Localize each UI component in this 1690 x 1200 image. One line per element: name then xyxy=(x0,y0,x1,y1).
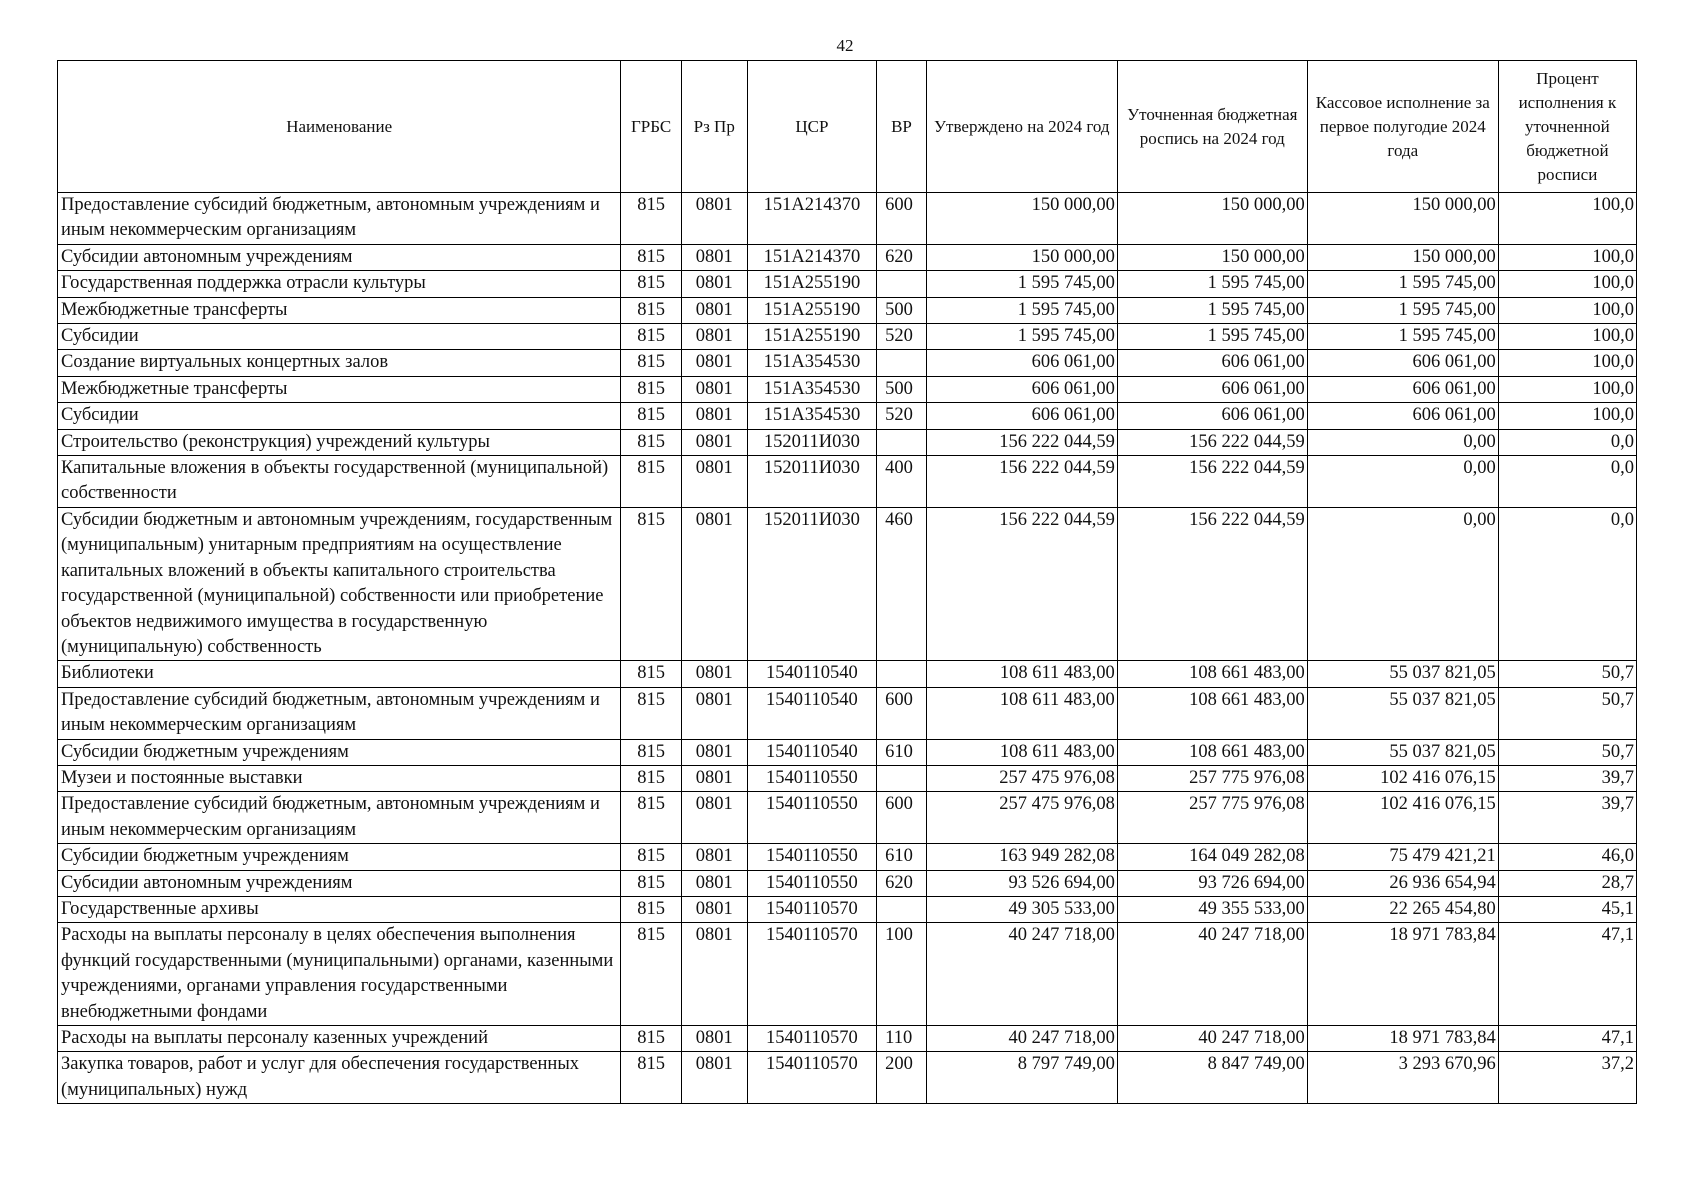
table-row xyxy=(58,297,1637,323)
table-row xyxy=(58,403,1637,429)
cell-revised: 156 222 044,59 xyxy=(1117,507,1307,660)
cell-rzpr: 0801 xyxy=(681,376,747,402)
cell-rzpr: 0801 xyxy=(681,844,747,870)
cell-cash: 75 479 421,21 xyxy=(1307,844,1498,870)
cell-rzpr: 0801 xyxy=(681,792,747,844)
cell-rzpr: 0801 xyxy=(681,870,747,896)
cell-approved: 108 611 483,00 xyxy=(926,687,1117,739)
cell-vr: 100 xyxy=(877,923,927,1026)
cell-name: Межбюджетные трансферты xyxy=(58,376,621,402)
table-row xyxy=(58,193,1637,245)
cell-name: Библиотеки xyxy=(58,661,621,687)
cell-csr: 151A255190 xyxy=(747,297,877,323)
table-row xyxy=(58,376,1637,402)
cell-rzpr: 0801 xyxy=(681,456,747,508)
cell-rzpr: 0801 xyxy=(681,661,747,687)
cell-name: Субсидии xyxy=(58,324,621,350)
cell-csr: 1540110550 xyxy=(747,765,877,791)
cell-csr: 151A214370 xyxy=(747,193,877,245)
cell-percent: 50,7 xyxy=(1498,661,1636,687)
cell-name: Субсидии бюджетным учреждениям xyxy=(58,739,621,765)
cell-name: Расходы на выплаты персоналу в целях обеспечения выполнения функций государственными (муниципальными) органами, казенными учреждениями, органами управления государственными внебюджетными фондами xyxy=(58,923,621,1026)
table-row xyxy=(58,324,1637,350)
cell-approved: 1 595 745,00 xyxy=(926,297,1117,323)
cell-cash: 55 037 821,05 xyxy=(1307,739,1498,765)
header-rzpr: Рз Пр xyxy=(681,61,747,193)
cell-name: Предоставление субсидий бюджетным, автономным учреждениям и иным некоммерческим организациям xyxy=(58,193,621,245)
cell-vr: 520 xyxy=(877,324,927,350)
cell-cash: 150 000,00 xyxy=(1307,244,1498,270)
cell-revised: 40 247 718,00 xyxy=(1117,1026,1307,1052)
cell-vr: 600 xyxy=(877,792,927,844)
cell-grbs: 815 xyxy=(621,661,681,687)
cell-grbs: 815 xyxy=(621,376,681,402)
cell-csr: 1540110570 xyxy=(747,1026,877,1052)
cell-cash: 0,00 xyxy=(1307,429,1498,455)
cell-grbs: 815 xyxy=(621,429,681,455)
cell-revised: 257 775 976,08 xyxy=(1117,792,1307,844)
table-row xyxy=(58,1026,1637,1052)
cell-cash: 22 265 454,80 xyxy=(1307,896,1498,922)
cell-approved: 8 797 749,00 xyxy=(926,1052,1117,1104)
cell-csr: 151A354530 xyxy=(747,376,877,402)
cell-revised: 164 049 282,08 xyxy=(1117,844,1307,870)
cell-grbs: 815 xyxy=(621,896,681,922)
cell-vr: 600 xyxy=(877,687,927,739)
cell-approved: 156 222 044,59 xyxy=(926,507,1117,660)
cell-vr xyxy=(877,271,927,297)
cell-revised: 108 661 483,00 xyxy=(1117,687,1307,739)
cell-rzpr: 0801 xyxy=(681,507,747,660)
cell-revised: 1 595 745,00 xyxy=(1117,271,1307,297)
cell-name: Музеи и постоянные выставки xyxy=(58,765,621,791)
cell-grbs: 815 xyxy=(621,403,681,429)
cell-grbs: 815 xyxy=(621,844,681,870)
cell-revised: 1 595 745,00 xyxy=(1117,297,1307,323)
cell-revised: 40 247 718,00 xyxy=(1117,923,1307,1026)
table-row xyxy=(58,765,1637,791)
cell-vr: 200 xyxy=(877,1052,927,1104)
cell-vr: 520 xyxy=(877,403,927,429)
cell-grbs: 815 xyxy=(621,870,681,896)
cell-csr: 1540110540 xyxy=(747,661,877,687)
cell-csr: 151A255190 xyxy=(747,324,877,350)
cell-csr: 1540110550 xyxy=(747,870,877,896)
cell-approved: 1 595 745,00 xyxy=(926,324,1117,350)
header-csr: ЦСР xyxy=(747,61,877,193)
cell-approved: 150 000,00 xyxy=(926,193,1117,245)
cell-cash: 55 037 821,05 xyxy=(1307,687,1498,739)
cell-approved: 163 949 282,08 xyxy=(926,844,1117,870)
header-row xyxy=(58,61,1637,193)
header-percent: Процент исполнения к уточненной бюджетной росписи xyxy=(1498,61,1636,193)
cell-cash: 18 971 783,84 xyxy=(1307,1026,1498,1052)
cell-percent: 0,0 xyxy=(1498,429,1636,455)
header-name: Наименование xyxy=(58,61,621,193)
cell-percent: 50,7 xyxy=(1498,687,1636,739)
cell-revised: 49 355 533,00 xyxy=(1117,896,1307,922)
cell-csr: 151A354530 xyxy=(747,350,877,376)
cell-revised: 93 726 694,00 xyxy=(1117,870,1307,896)
cell-revised: 606 061,00 xyxy=(1117,350,1307,376)
cell-csr: 151A255190 xyxy=(747,271,877,297)
cell-vr xyxy=(877,896,927,922)
cell-grbs: 815 xyxy=(621,324,681,350)
cell-revised: 8 847 749,00 xyxy=(1117,1052,1307,1104)
cell-name: Субсидии xyxy=(58,403,621,429)
cell-approved: 606 061,00 xyxy=(926,403,1117,429)
cell-cash: 3 293 670,96 xyxy=(1307,1052,1498,1104)
cell-percent: 100,0 xyxy=(1498,244,1636,270)
table-row xyxy=(58,244,1637,270)
cell-name: Субсидии бюджетным учреждениям xyxy=(58,844,621,870)
cell-revised: 156 222 044,59 xyxy=(1117,429,1307,455)
cell-name: Субсидии автономным учреждениям xyxy=(58,870,621,896)
cell-cash: 55 037 821,05 xyxy=(1307,661,1498,687)
budget-table xyxy=(57,60,1637,1104)
cell-percent: 47,1 xyxy=(1498,1026,1636,1052)
cell-cash: 0,00 xyxy=(1307,507,1498,660)
cell-rzpr: 0801 xyxy=(681,1052,747,1104)
cell-revised: 150 000,00 xyxy=(1117,193,1307,245)
cell-vr: 110 xyxy=(877,1026,927,1052)
cell-approved: 150 000,00 xyxy=(926,244,1117,270)
cell-csr: 1540110570 xyxy=(747,923,877,1026)
cell-vr: 620 xyxy=(877,244,927,270)
cell-csr: 1540110540 xyxy=(747,739,877,765)
cell-cash: 606 061,00 xyxy=(1307,376,1498,402)
cell-grbs: 815 xyxy=(621,507,681,660)
cell-vr xyxy=(877,350,927,376)
cell-approved: 40 247 718,00 xyxy=(926,1026,1117,1052)
cell-name: Субсидии бюджетным и автономным учреждениям, государственным (муниципальным) унитарным предприятиям на осуществление капитальных вложений в объекты капитального строительства государственной (муниципальной) собственности или приобретение объектов недвижимого имущества в государственную (муниципальную) собственность xyxy=(58,507,621,660)
cell-vr: 500 xyxy=(877,376,927,402)
cell-grbs: 815 xyxy=(621,1026,681,1052)
cell-revised: 150 000,00 xyxy=(1117,244,1307,270)
cell-cash: 1 595 745,00 xyxy=(1307,297,1498,323)
cell-cash: 18 971 783,84 xyxy=(1307,923,1498,1026)
cell-csr: 151A354530 xyxy=(747,403,877,429)
cell-approved: 156 222 044,59 xyxy=(926,429,1117,455)
cell-approved: 257 475 976,08 xyxy=(926,792,1117,844)
cell-vr: 400 xyxy=(877,456,927,508)
table-row xyxy=(58,507,1637,660)
cell-approved: 40 247 718,00 xyxy=(926,923,1117,1026)
cell-rzpr: 0801 xyxy=(681,429,747,455)
cell-name: Строительство (реконструкция) учреждений культуры xyxy=(58,429,621,455)
cell-csr: 1540110570 xyxy=(747,1052,877,1104)
cell-percent: 100,0 xyxy=(1498,297,1636,323)
cell-approved: 1 595 745,00 xyxy=(926,271,1117,297)
cell-rzpr: 0801 xyxy=(681,324,747,350)
cell-grbs: 815 xyxy=(621,923,681,1026)
cell-grbs: 815 xyxy=(621,765,681,791)
cell-cash: 150 000,00 xyxy=(1307,193,1498,245)
cell-approved: 49 305 533,00 xyxy=(926,896,1117,922)
cell-rzpr: 0801 xyxy=(681,350,747,376)
cell-name: Создание виртуальных концертных залов xyxy=(58,350,621,376)
cell-revised: 156 222 044,59 xyxy=(1117,456,1307,508)
table-row xyxy=(58,923,1637,1026)
table-row xyxy=(58,844,1637,870)
cell-rzpr: 0801 xyxy=(681,403,747,429)
cell-vr: 620 xyxy=(877,870,927,896)
cell-name: Предоставление субсидий бюджетным, автономным учреждениям и иным некоммерческим организациям xyxy=(58,792,621,844)
cell-cash: 0,00 xyxy=(1307,456,1498,508)
header-revised: Уточненная бюджетная роспись на 2024 год xyxy=(1117,61,1307,193)
cell-approved: 108 611 483,00 xyxy=(926,661,1117,687)
cell-rzpr: 0801 xyxy=(681,923,747,1026)
cell-grbs: 815 xyxy=(621,739,681,765)
cell-grbs: 815 xyxy=(621,297,681,323)
cell-percent: 0,0 xyxy=(1498,456,1636,508)
cell-percent: 47,1 xyxy=(1498,923,1636,1026)
cell-approved: 606 061,00 xyxy=(926,350,1117,376)
table-row xyxy=(58,792,1637,844)
cell-rzpr: 0801 xyxy=(681,297,747,323)
cell-cash: 606 061,00 xyxy=(1307,403,1498,429)
cell-rzpr: 0801 xyxy=(681,765,747,791)
cell-rzpr: 0801 xyxy=(681,896,747,922)
cell-name: Субсидии автономным учреждениям xyxy=(58,244,621,270)
cell-percent: 100,0 xyxy=(1498,271,1636,297)
cell-approved: 257 475 976,08 xyxy=(926,765,1117,791)
cell-percent: 100,0 xyxy=(1498,193,1636,245)
header-cash: Кассовое исполнение за первое полугодие 2024 года xyxy=(1307,61,1498,193)
cell-percent: 39,7 xyxy=(1498,792,1636,844)
page-number: 42 xyxy=(836,36,854,55)
cell-grbs: 815 xyxy=(621,271,681,297)
cell-revised: 1 595 745,00 xyxy=(1117,324,1307,350)
table-row xyxy=(58,1052,1637,1104)
cell-rzpr: 0801 xyxy=(681,1026,747,1052)
table-row xyxy=(58,456,1637,508)
table-row xyxy=(58,429,1637,455)
cell-percent: 100,0 xyxy=(1498,376,1636,402)
cell-cash: 1 595 745,00 xyxy=(1307,271,1498,297)
cell-vr: 610 xyxy=(877,739,927,765)
cell-rzpr: 0801 xyxy=(681,193,747,245)
cell-percent: 28,7 xyxy=(1498,870,1636,896)
cell-csr: 1540110550 xyxy=(747,792,877,844)
cell-vr: 500 xyxy=(877,297,927,323)
table-body xyxy=(58,193,1637,1104)
cell-name: Межбюджетные трансферты xyxy=(58,297,621,323)
cell-cash: 1 595 745,00 xyxy=(1307,324,1498,350)
cell-percent: 100,0 xyxy=(1498,350,1636,376)
cell-name: Предоставление субсидий бюджетным, автономным учреждениям и иным некоммерческим организациям xyxy=(58,687,621,739)
cell-grbs: 815 xyxy=(621,1052,681,1104)
cell-grbs: 815 xyxy=(621,792,681,844)
cell-percent: 45,1 xyxy=(1498,896,1636,922)
cell-csr: 1540110570 xyxy=(747,896,877,922)
cell-name: Государственные архивы xyxy=(58,896,621,922)
cell-revised: 257 775 976,08 xyxy=(1117,765,1307,791)
cell-revised: 606 061,00 xyxy=(1117,403,1307,429)
cell-csr: 151A214370 xyxy=(747,244,877,270)
table-row xyxy=(58,687,1637,739)
cell-percent: 100,0 xyxy=(1498,324,1636,350)
header-vr: ВР xyxy=(877,61,927,193)
table-row xyxy=(58,350,1637,376)
table-row xyxy=(58,271,1637,297)
cell-approved: 156 222 044,59 xyxy=(926,456,1117,508)
cell-vr: 610 xyxy=(877,844,927,870)
cell-name: Капитальные вложения в объекты государственной (муниципальной) собственности xyxy=(58,456,621,508)
cell-csr: 152011И030 xyxy=(747,456,877,508)
cell-rzpr: 0801 xyxy=(681,687,747,739)
cell-rzpr: 0801 xyxy=(681,244,747,270)
header-approved: Утверждено на 2024 год xyxy=(926,61,1117,193)
cell-csr: 152011И030 xyxy=(747,429,877,455)
cell-revised: 108 661 483,00 xyxy=(1117,739,1307,765)
cell-percent: 100,0 xyxy=(1498,403,1636,429)
cell-approved: 108 611 483,00 xyxy=(926,739,1117,765)
cell-rzpr: 0801 xyxy=(681,271,747,297)
cell-percent: 46,0 xyxy=(1498,844,1636,870)
cell-csr: 1540110540 xyxy=(747,687,877,739)
cell-grbs: 815 xyxy=(621,456,681,508)
cell-grbs: 815 xyxy=(621,244,681,270)
header-grbs: ГРБС xyxy=(621,61,681,193)
cell-csr: 1540110550 xyxy=(747,844,877,870)
cell-revised: 606 061,00 xyxy=(1117,376,1307,402)
cell-revised: 108 661 483,00 xyxy=(1117,661,1307,687)
cell-cash: 26 936 654,94 xyxy=(1307,870,1498,896)
cell-approved: 93 526 694,00 xyxy=(926,870,1117,896)
cell-rzpr: 0801 xyxy=(681,739,747,765)
table-row xyxy=(58,661,1637,687)
cell-cash: 102 416 076,15 xyxy=(1307,765,1498,791)
cell-name: Государственная поддержка отрасли культуры xyxy=(58,271,621,297)
cell-percent: 39,7 xyxy=(1498,765,1636,791)
cell-percent: 0,0 xyxy=(1498,507,1636,660)
cell-grbs: 815 xyxy=(621,687,681,739)
cell-approved: 606 061,00 xyxy=(926,376,1117,402)
cell-percent: 37,2 xyxy=(1498,1052,1636,1104)
cell-vr: 600 xyxy=(877,193,927,245)
cell-grbs: 815 xyxy=(621,350,681,376)
cell-grbs: 815 xyxy=(621,193,681,245)
cell-name: Расходы на выплаты персоналу казенных учреждений xyxy=(58,1026,621,1052)
cell-name: Закупка товаров, работ и услуг для обеспечения государственных (муниципальных) нужд xyxy=(58,1052,621,1104)
table-row xyxy=(58,896,1637,922)
cell-vr xyxy=(877,765,927,791)
cell-cash: 102 416 076,15 xyxy=(1307,792,1498,844)
cell-vr xyxy=(877,429,927,455)
cell-vr xyxy=(877,661,927,687)
cell-vr: 460 xyxy=(877,507,927,660)
cell-cash: 606 061,00 xyxy=(1307,350,1498,376)
cell-csr: 152011И030 xyxy=(747,507,877,660)
table-row xyxy=(58,739,1637,765)
table-row xyxy=(58,870,1637,896)
cell-percent: 50,7 xyxy=(1498,739,1636,765)
